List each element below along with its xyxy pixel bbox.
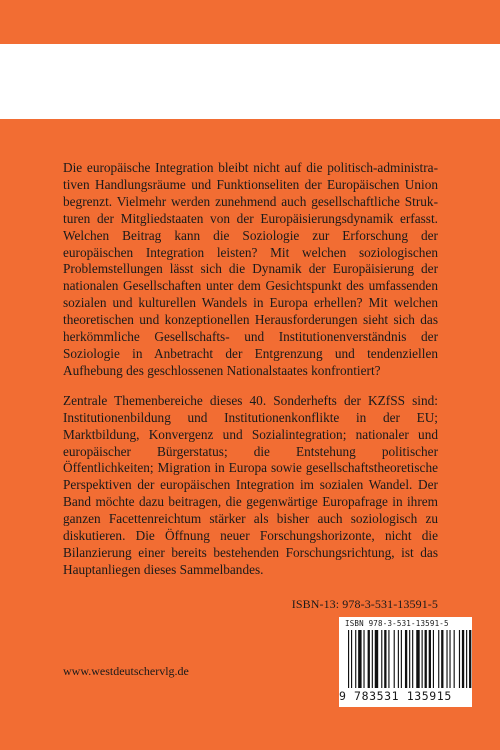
barcode-bar bbox=[438, 630, 439, 688]
barcode-bar bbox=[368, 630, 370, 688]
barcode-bar bbox=[351, 630, 352, 688]
barcode-bar bbox=[433, 630, 434, 688]
barcode-bar bbox=[459, 630, 460, 688]
isbn-label: ISBN-13: 978-3-531-13591-5 bbox=[291, 597, 438, 611]
barcode-bar bbox=[394, 630, 395, 688]
barcode-bar bbox=[449, 630, 450, 688]
barcode-bar bbox=[405, 630, 407, 688]
barcode bbox=[339, 617, 472, 707]
barcode-bar bbox=[446, 630, 447, 688]
barcode-bar bbox=[401, 630, 402, 688]
white-band bbox=[0, 44, 500, 119]
barcode-bar bbox=[416, 630, 419, 688]
barcode-bar bbox=[454, 630, 455, 688]
barcode-bar bbox=[412, 630, 413, 688]
barcode-bar bbox=[355, 630, 356, 688]
barcode-bar bbox=[409, 630, 410, 688]
barcode-bar bbox=[425, 630, 427, 688]
barcode-bar bbox=[429, 630, 431, 688]
barcode-bar bbox=[398, 630, 399, 688]
publisher-website: www.westdeutschervlg.de bbox=[63, 664, 189, 678]
blurb-text bbox=[63, 160, 438, 592]
barcode-bars-icon bbox=[339, 630, 472, 692]
barcode-bar bbox=[375, 630, 378, 688]
barcode-digits: 9 783531 135915 bbox=[339, 689, 452, 703]
blurb-paragraph-1: Die europäische Integration bleibt nicht auf die politisch-administrativen Handlungsräume und Funktionseliten der Europäischen Union begrenzt. Vielmehr werden zunehmend auch gesellschaftliche Strukturen der Mitgliedstaaten von der Europäisierungsdynamik erfasst. Welchen Beitrag kann die Soziologie zur Erforschung der europäischen Integration leisten? Mit welchen soziologischen Problemstellungen lässt sich die Dynamik der Europäisierung der nationalen Gesellschaften unter dem Gesichtspunkt des umfassenden sozialen und kulturellen Wandels in Europa erhellen? Mit welchen theoretischen und konzeptionellen Herausforderungen sieht sich das herkömmliche Gesellschafts- und Institutionenverständnis der Soziologie in Anbetracht der Entgrenzung und tendenziellen Aufhebung des geschlossenen Nationalstaates konfrontiert? bbox=[63, 160, 438, 378]
barcode-bar bbox=[469, 630, 471, 688]
barcode-bar bbox=[441, 630, 443, 688]
barcode-isbn-text: ISBN 978-3-531-13591-5 bbox=[345, 619, 449, 628]
barcode-bar bbox=[466, 630, 467, 688]
barcode-bar bbox=[358, 630, 361, 688]
barcode-bar bbox=[462, 630, 464, 688]
barcode-bar bbox=[363, 630, 364, 688]
barcode-bar bbox=[384, 630, 386, 688]
barcode-bar bbox=[422, 630, 423, 688]
blurb-paragraph-2: Zentrale Themenbereiche dieses 40. Sonderhefts der KZfSS sind: Institutionenbildung und Institutionenkonflikte in der EU; Marktbildung, Konvergenz und Sozialintegration; nationaler und europäischer Bürgerstatus; die Entstehung politischer Öffentlichkeiten; Migration in Europa sowie gesellschaftstheoretische Perspektiven der europäischen Integration im sozialen Wandel. Der Band möchte dazu beitragen, die gegenwärtige Europafrage in ihrem ganzen Facettenreichtum stärker als bisher auch soziologisch zu diskutieren. Die Öffnung neuer Forschungshorizonte, nicht die Bilanzierung einer bereits bestehenden Forschungsrichtung, ist das Hauptanliegen dieses Sammelbandes. bbox=[63, 392, 438, 577]
barcode-bar bbox=[372, 630, 373, 688]
barcode-bar bbox=[388, 630, 389, 688]
barcode-bar bbox=[381, 630, 382, 688]
barcode-bar bbox=[348, 630, 349, 688]
